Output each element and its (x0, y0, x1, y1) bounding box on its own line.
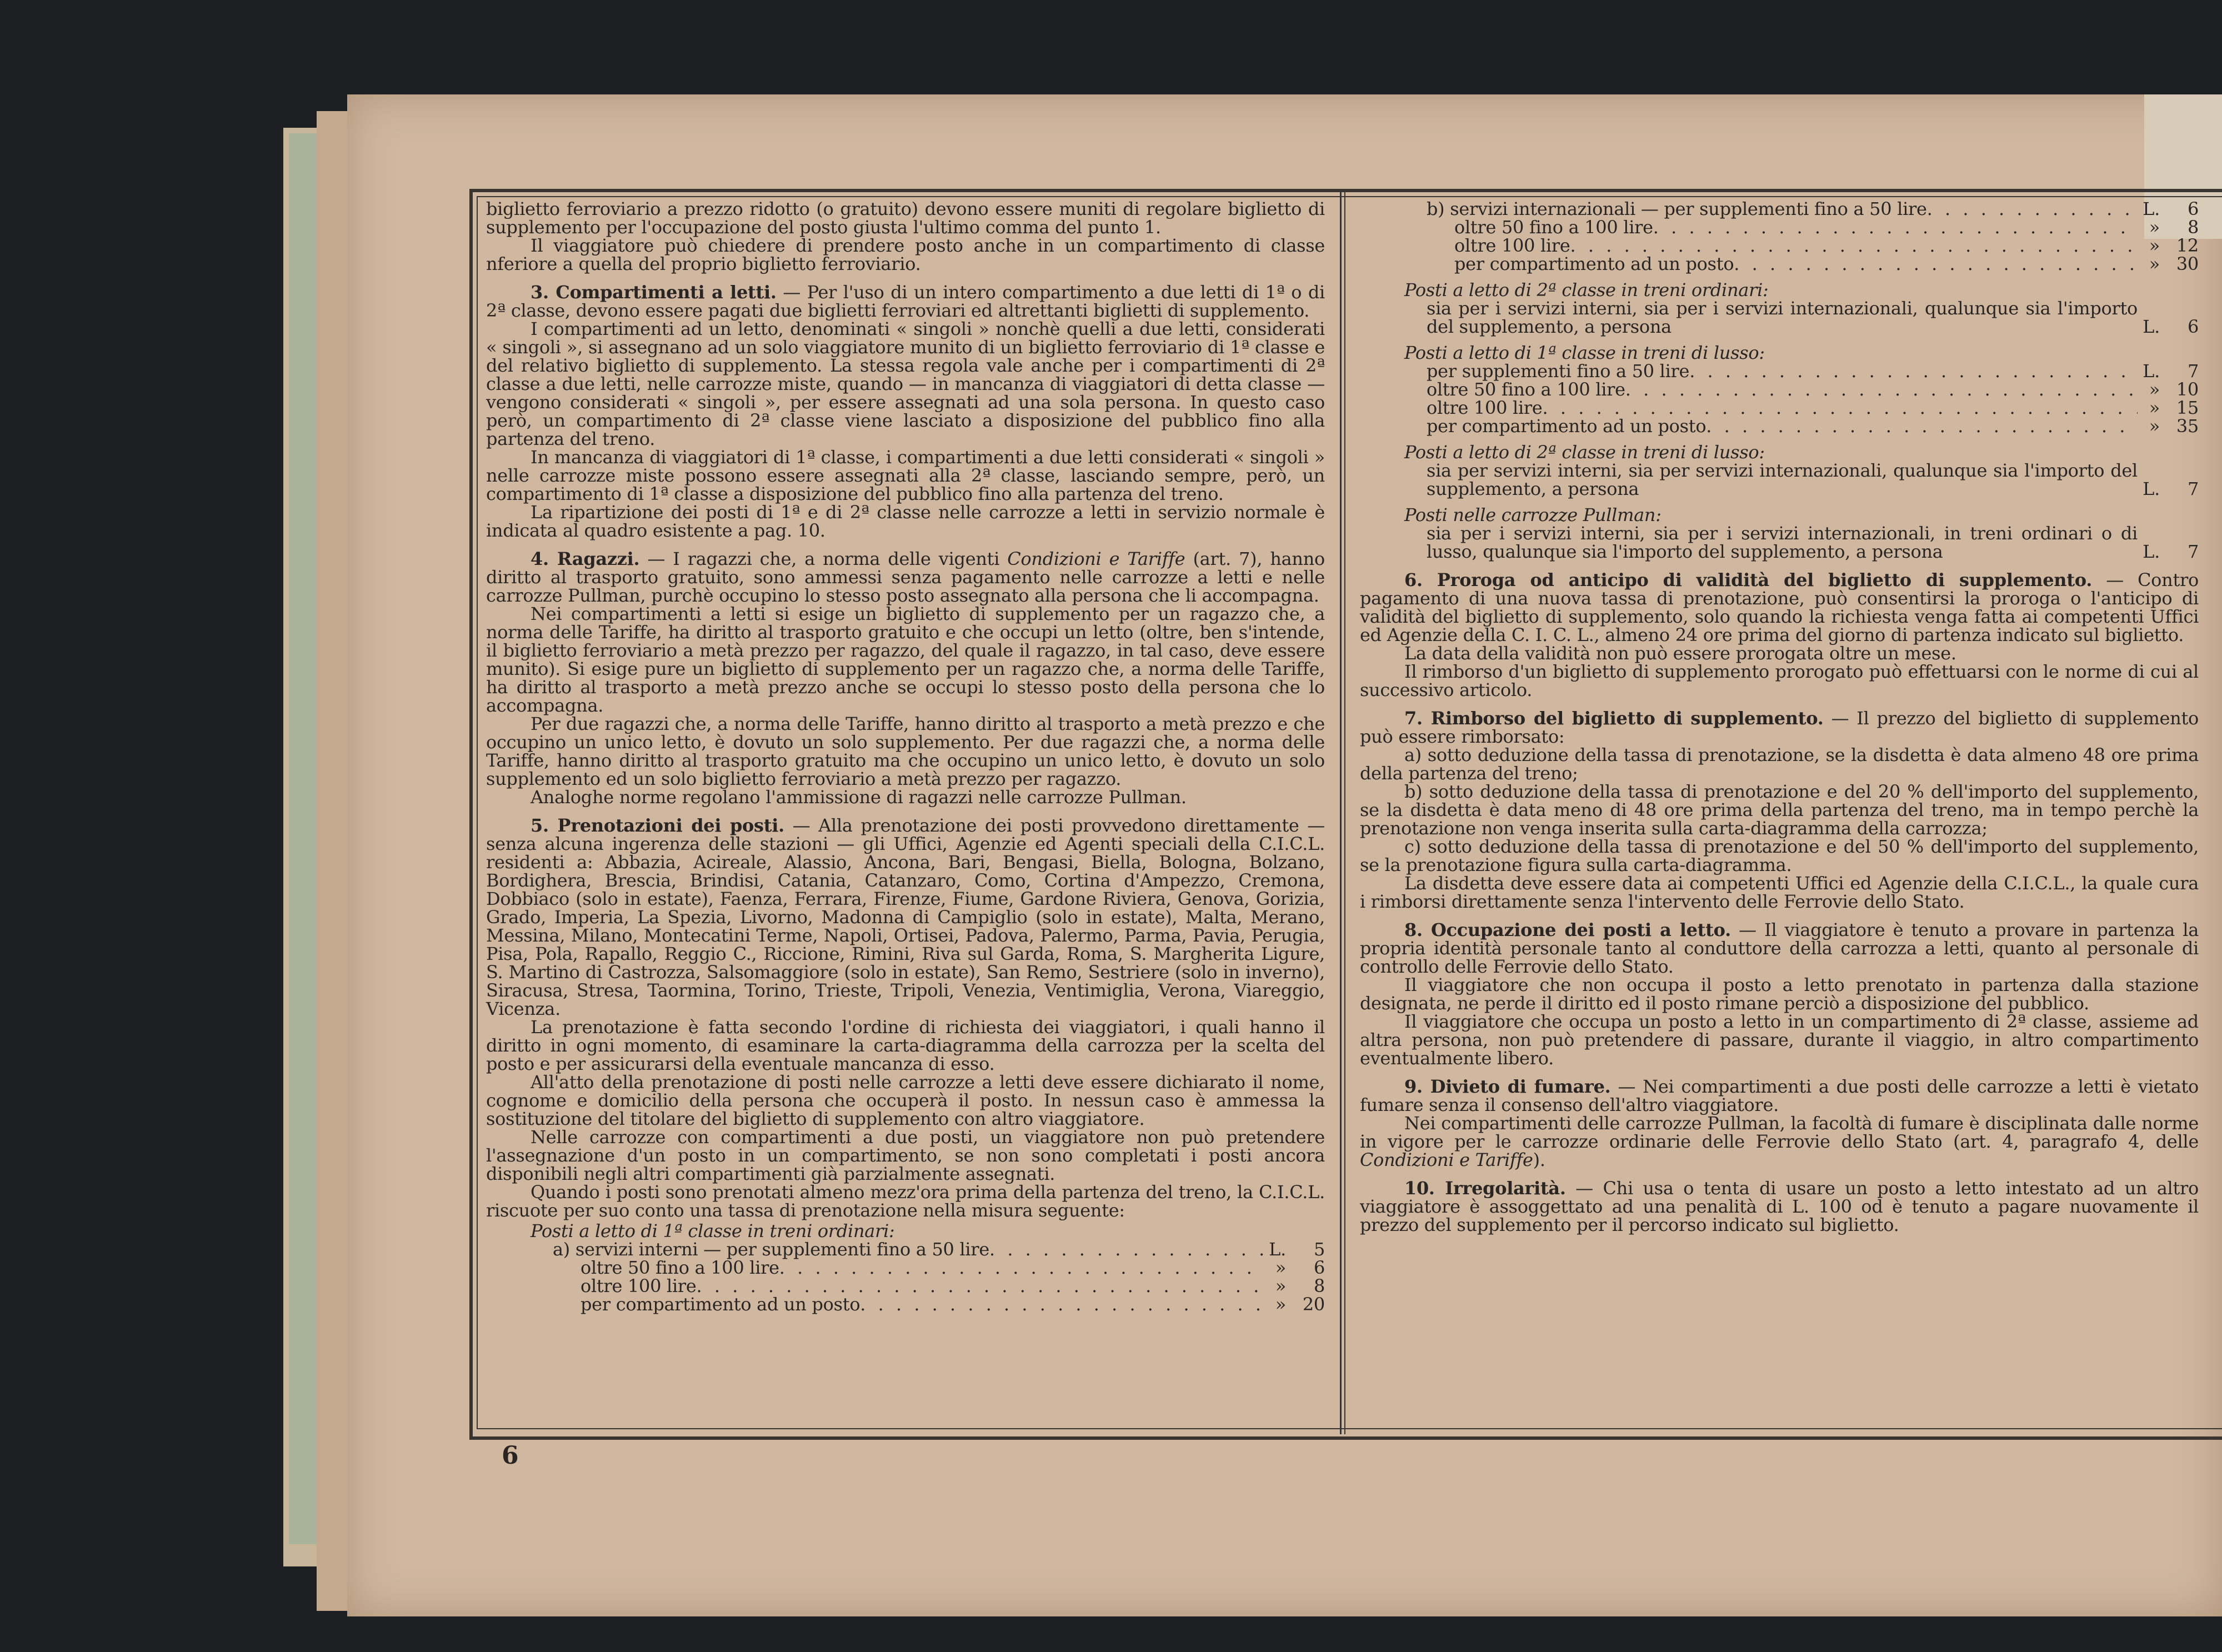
fee-amount: 20 (1302, 1294, 1325, 1315)
fee-amount: 7 (2187, 361, 2199, 382)
section-text: — Contro pagamento di una nuova tassa di prenotazione, può consentirsi la proroga o l'anticipo di validità del biglietto di supplemento, solo quando la richiesta venga fatta ai competenti Uffici ed Agenzie della C. I. C. L., almeno 24 ore prima del giorno di partenza indicato sul biglietto. (1360, 569, 2199, 645)
fee-amount: 12 (2176, 235, 2199, 256)
paragraph: Il viaggiatore che occupa un posto a letto in un compartimento di 2ª classe, assieme ad altra persona, non può pretendere di passare, durante il viaggio, in altro compartimento eventualmente libero. (1360, 1011, 2199, 1069)
paragraph: All'atto della prenotazione di posti nelle carrozze a letti deve essere dichiarato il nome, cognome e domicilio della persona che occuperà il posto. In nessun caso è ammessa la sostituzione del titolare del biglietto di supplemento con altro viaggiatore. (486, 1072, 1325, 1129)
paragraph: a) sotto deduzione della tassa di prenotazione, se la disdetta è data almeno 48 ore prima della partenza del treno; (1360, 744, 2199, 784)
column-divider (1340, 192, 1342, 1434)
section-text: ). (1533, 1149, 1545, 1170)
paragraph: biglietto ferroviario a prezzo ridotto (o gratuito) devono essere muniti di regolare biglietto di supplemento per l'occupazione del posto giusta l'ultimo comma del punto 1. (486, 198, 1325, 238)
section-title: 3. Compartimenti a letti. (531, 282, 777, 303)
fee-unit: L. (2143, 316, 2160, 337)
section-text-italic: Condizioni e Tariffe (1007, 548, 1185, 569)
fee-amount: 7 (2187, 541, 2199, 562)
section-10 (1360, 1179, 2199, 1234)
section-title: 5. Prenotazioni dei posti. (531, 815, 784, 836)
fee-row (1360, 255, 2199, 273)
fee-unit: » (2149, 415, 2160, 437)
fee-amount: 35 (2176, 415, 2199, 437)
section-text: — Alla prenotazione dei posti provvedono direttamente — senza alcuna ingerenza delle stazioni — gli Uffici, Agenzie ed Agenti speciali della C.I.C.L. residenti a: Abbazia, Acireale, Alassio, Ancona, Bari, Bengasi, Biella, Bologna, Bolzano, Bordighera, Brescia, Brindisi, Catania, Catanzaro, Como, Cortina d'Ampezzo, Cremona, Dobbiaco (solo in estate), Faenza, Ferrara, Firenze, Fiume, Gardone Riviera, Genova, Gorizia, Grado, Imperia, La Spezia, Livorno, Madonna di Campiglio (solo in estate), Malta, Merano, Messina, Milano, Montecatini Terme, Napoli, Ortisei, Padova, Palermo, Parma, Pavia, Perugia, Pisa, Pola, Rapallo, Reggio C., Riccione, Rimini, Riva sul Garda, Roma, S. Margherita Ligure, S. Martino di Castrozza, Salsomaggiore (solo in estate), San Remo, Sestriere (solo in inverno), Siracusa, Stresa, Taormina, Torino, Trieste, Tripoli, Venezia, Ventimiglia, Verona, Viareggio, Vicenza. (486, 815, 1325, 1019)
page-number: 6 (502, 1441, 519, 1470)
fee-unit: » (1275, 1257, 1286, 1278)
fee-amount: 15 (2176, 397, 2199, 418)
section-title: 6. Proroga od anticipo di validità del biglietto di supplemento. (1404, 569, 2093, 590)
paragraph: Il viaggiatore che non occupa il posto a letto prenotato in partenza dalla stazione designata, ne perde il diritto ed il posto rimane perciò a disposizione del pubblico. (1360, 974, 2199, 1014)
fee-row (486, 1277, 1325, 1295)
fee-amount: 8 (2187, 217, 2199, 238)
paragraph: In mancanza di viaggiatori di 1ª classe, i compartimenti a due letti considerati « singoli » nelle carrozze miste possono essere assegnati alla 2ª classe, lasciando sempre, però, un compartimento di 1ª classe a disposizione del pubblico fino alla partenza del treno. (486, 447, 1325, 504)
fee-label: a) servizi interni — per supplementi fino a 50 lire (553, 1239, 989, 1260)
paragraph: La ripartizione dei posti di 1ª e di 2ª classe nelle carrozze a letti in servizio normale è indicata al quadro esistente a pag. 10. (486, 502, 1325, 541)
fee-unit: L. (2143, 478, 2160, 499)
section-title: 7. Rimborso del biglietto di supplemento. (1404, 708, 1824, 729)
paragraph: Analoghe norme regolano l'ammissione di ragazzi nelle carrozze Pullman. (531, 787, 1187, 808)
fee-row (486, 1295, 1325, 1314)
paragraph (1360, 1114, 2199, 1169)
fee-unit: L. (2143, 541, 2160, 562)
fee-row (486, 1259, 1325, 1277)
fee-unit: » (2149, 397, 2160, 418)
fee-row (1360, 362, 2199, 381)
fee-label: oltre 100 lire (1454, 235, 1570, 256)
paragraph: La disdetta deve essere data ai competenti Uffici ed Agenzie della C.I.C.L., la quale cura i rimborsi direttamente senza l'intervento delle Ferrovie dello Stato. (1360, 873, 2199, 912)
fee-unit: » (1275, 1294, 1286, 1315)
section-text: — Il prezzo del biglietto di supplemento può essere rimborsato: (1360, 708, 2199, 747)
paragraph: Il rimborso d'un biglietto di supplemento prorogato può effettuarsi con le norme di cui al successivo articolo. (1360, 661, 2199, 700)
paragraph: Nei compartimenti a letti si esige un biglietto di supplemento per un ragazzo che, a norma delle Tariffe, ha diritto al trasporto gratuito e che occupi un letto (oltre, ben s'intende, il biglietto ferroviario a metà prezzo per ragazzo, del quale il ragazzo, in tal caso, deve essere munito). Si esige pure un biglietto di supplemento per un ragazzo che, a norma delle Tariffe, ha diritto al trasporto a metà prezzo anche se occupi lo stesso posto della persona che lo accompagna. (486, 603, 1325, 716)
fee-unit: » (2149, 379, 2160, 400)
fee-row (1360, 299, 2199, 336)
fee-amount: 6 (1313, 1257, 1325, 1278)
fee-label: oltre 50 fino a 100 lire (1427, 379, 1625, 400)
section-text-italic: Condizioni e Tariffe (1360, 1149, 1533, 1170)
paragraph: c) sotto deduzione della tassa di prenotazione e del 50 % dell'importo del supplemento, se la prenotazione figura sulla carta-diagramma. (1360, 836, 2199, 875)
section-text: — Nei compartimenti a due posti delle carrozze a letti è vietato fumare senza il consenso dell'altro viaggiatore. (1360, 1076, 2199, 1115)
fee-row (1360, 200, 2199, 218)
paragraph: La prenotazione è fatta secondo l'ordine di richiesta dei viaggiatori, i quali hanno il diritto in ogni momento, di esaminare la carta-diagramma della carrozza per la scelta del posto e per assicurarsi della eventuale mancanza di esso. (486, 1017, 1325, 1074)
section-6 (1360, 571, 2199, 644)
fee-heading: Posti nelle carrozze Pullman: (1404, 504, 1662, 525)
fee-row (1360, 381, 2199, 399)
fee-unit: » (2149, 217, 2160, 238)
fee-unit: » (2149, 253, 2160, 274)
fee-label: per compartimento ad un posto (1454, 253, 1734, 274)
section-text: — Il viaggiatore è tenuto a provare in partenza la propria identità personale tanto al conduttore della carrozza a letti, quanto al personale di controllo delle Ferrovie dello Stato. (1360, 919, 2199, 977)
section-3 (486, 283, 1325, 320)
column-divider-inner (1344, 192, 1345, 1434)
paragraph: La data della validità non può essere prorogata oltre un mese. (1404, 643, 1956, 664)
fee-amount: 6 (2187, 316, 2199, 337)
section-title: 8. Occupazione dei posti a letto. (1404, 919, 1731, 940)
section-4 (486, 550, 1325, 605)
fee-heading: Posti a letto di 2ª classe in treni ordinari: (1404, 279, 1769, 301)
section-text: Nei compartimenti delle carrozze Pullman, la facoltà di fumare è disciplinata dalle norme in vigore per le carrozze ordinarie delle Ferrovie dello Stato (art. 4, paragrafo 4, delle (1360, 1113, 2199, 1152)
fee-label: b) servizi internazionali — per supplementi fino a 50 lire (1427, 198, 1927, 219)
fee-row (1360, 524, 2199, 561)
fee-heading: Posti a letto di 1ª classe in treni di lusso: (1404, 342, 1765, 363)
paragraph: b) sotto deduzione della tassa di prenotazione e del 20 % dell'importo del supplemento, se la disdetta è data meno di 48 ore prima della partenza del treno, ma in tempo perchè la prenotazione non venga inserita sulla carta-diagramma della carrozza; (1360, 781, 2199, 839)
fee-heading: Posti a letto di 1ª classe in treni ordinari: (531, 1220, 895, 1241)
fee-label: sia per i servizi interni, sia per i servizi internazionali, in treni ordinari o di lusso, qualunque sia l'importo del supplemento, a persona (1427, 523, 2138, 562)
fee-row (1360, 417, 2199, 435)
section-5 (486, 817, 1325, 1018)
section-9 (1360, 1078, 2199, 1114)
fee-label: oltre 50 fino a 100 lire (580, 1257, 779, 1278)
fee-row (1360, 218, 2199, 237)
fee-label: per compartimento ad un posto (1427, 415, 1706, 437)
fee-row (1360, 462, 2199, 498)
fee-label: oltre 50 fino a 100 lire (1454, 217, 1653, 238)
paragraph: I compartimenti ad un letto, denominati « singoli » nonchè quelli a due letti, considerati « singoli », si assegnano ad un solo viaggiatore munito di un biglietto ferroviario di 1ª classe e del relativo biglietto di supplemento. La stessa regola vale anche per i compartimenti di 2ª classe a due letti, nelle carrozze miste, quando — in mancanza di viaggiatori di detta classe — vengono considerati « singoli », per essere assegnati ad una sola persona. In questo caso però, un compartimento di 2ª classe viene lasciato a disposizione del pubblico fino alla partenza del treno. (486, 318, 1325, 449)
fee-row (1360, 237, 2199, 255)
fee-row (1360, 399, 2199, 417)
fee-unit: L. (2143, 198, 2160, 219)
fee-amount: 6 (2187, 198, 2199, 219)
fee-unit: » (1275, 1275, 1286, 1296)
fee-label: per compartimento ad un posto (580, 1294, 860, 1315)
fee-unit: L. (2143, 361, 2160, 382)
fee-label: sia per servizi interni, sia per servizi internazionali, qualunque sia l'importo del supplemento, a persona (1427, 460, 2138, 499)
fee-label: sia per i servizi interni, sia per i servizi internazionali, qualunque sia l'importo del supplemento, a persona (1427, 298, 2138, 337)
fee-unit: » (2149, 235, 2160, 256)
paragraph: Nelle carrozze con compartimenti a due posti, un viaggiatore non può pretendere l'assegnazione d'un posto in un compartimento, se non sono completati i posti ancora disponibili negli altri compartimenti già parzialmente assegnati. (486, 1127, 1325, 1184)
paragraph: Il viaggiatore può chiedere di prendere posto anche in un compartimento di classe nferiore a quella del proprio biglietto ferroviario. (486, 235, 1325, 274)
fee-amount: 7 (2187, 478, 2199, 499)
right-column (1360, 200, 2199, 1234)
fee-label: oltre 100 lire (580, 1275, 697, 1296)
paragraph: Quando i posti sono prenotati almeno mezz'ora prima della partenza del treno, la C.I.C.L. riscuote per suo conto una tassa di prenotazione nella misura seguente: (486, 1182, 1325, 1221)
section-text: — Per l'uso di un intero compartimento a due letti di 1ª o di 2ª classe, devono essere pagati due biglietti ferroviari ed altrettanti biglietti di supplemento. (486, 282, 1325, 321)
section-title: 10. Irregolarità. (1404, 1178, 1566, 1199)
section-text: — Chi usa o tenta di usare un posto a letto intestato ad un altro viaggiatore è assoggettato ad una penalità di L. 100 od è tenuto a pagare nuovamente il prezzo del supplemento per il percorso indicato sul biglietto. (1360, 1178, 2199, 1235)
section-text: (art. 7), hanno diritto al trasporto gratuito, sono ammessi senza pagamento nelle carrozze a letti e nelle carrozze Pullman, purchè occupino lo stesso posto assegnato alla persona che li accompagna. (486, 548, 1325, 606)
fee-amount: 10 (2176, 379, 2199, 400)
fee-amount: 8 (1313, 1275, 1325, 1296)
section-7 (1360, 709, 2199, 746)
fee-amount: 30 (2176, 253, 2199, 274)
fee-heading: Posti a letto di 2ª classe in treni di lusso: (1404, 442, 1765, 463)
fee-unit: L. (1269, 1239, 1286, 1260)
fee-row (486, 1240, 1325, 1259)
section-title: 9. Divieto di fumare. (1404, 1076, 1611, 1097)
fee-label: per supplementi fino a 50 lire (1427, 361, 1690, 382)
fee-amount: 5 (1313, 1239, 1325, 1260)
section-8 (1360, 921, 2199, 976)
paragraph: Per due ragazzi che, a norma delle Tariffe, hanno diritto al trasporto a metà prezzo e che occupino un unico letto, è dovuto un solo supplemento. Per due ragazzi che, a norma delle Tariffe, hanno diritto al trasporto gratuito ma che occupino un unico letto, è dovuto un solo supplemento ed un solo biglietto ferroviario a metà prezzo per ragazzo. (486, 713, 1325, 789)
fee-label: oltre 100 lire (1427, 397, 1543, 418)
section-text: — I ragazzi che, a norma delle vigenti (639, 548, 1008, 569)
left-column (486, 200, 1325, 1314)
section-title: 4. Ragazzi. (531, 548, 640, 569)
